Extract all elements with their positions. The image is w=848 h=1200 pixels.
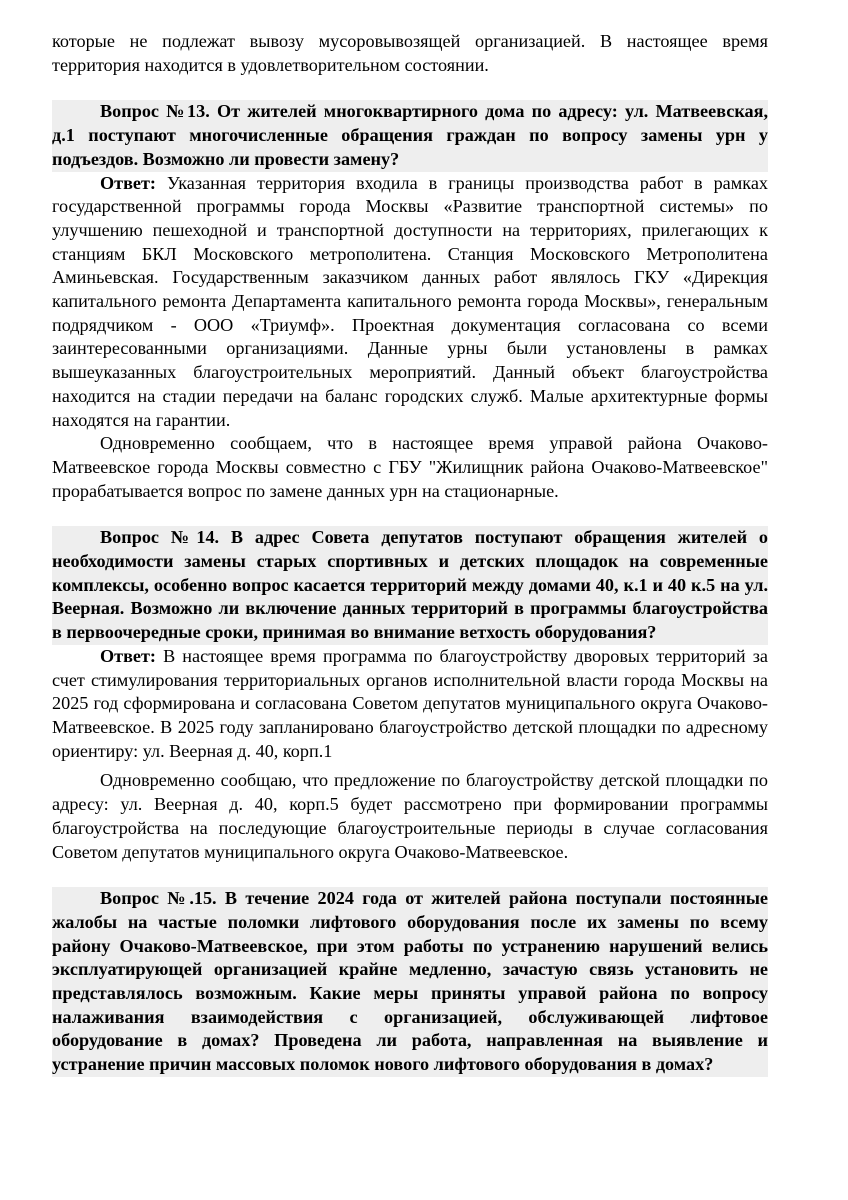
answer-label: Ответ:	[100, 645, 156, 666]
answer-13	[52, 172, 768, 433]
answer-13-note: Одновременно сообщаем, что в настоящее время управой района Очаково-Матвеевское города Москвы совместно с ГБУ "Жилищник района Очаково-Матвеевское" прорабатывается вопрос по замене данных урн на стационарные.	[52, 433, 768, 501]
answer-14	[52, 645, 768, 764]
document-body	[52, 30, 768, 1077]
intro-continuation: которые не подлежат вывозу мусоровывозящей организацией. В настоящее время территория находится в удовлетворительном состоянии.	[52, 31, 768, 75]
answer-label: Ответ:	[100, 172, 156, 193]
question-15: Вопрос №.15. В течение 2024 года от жителей района поступали постоянные жалобы на частые поломки лифтового оборудования после их замены по всему району Очаково-Матвеевское, при этом работы по устранению нарушений велись эксплуатирующей организацией крайне медленно, зачастую связь установить не представлялось возможным. Какие меры приняты управой района по вопросу налаживания взаимодействия с организацией, обслуживающей лифтовое оборудование в домах? Проведена ли работа, направленная на выявление и устранение причин массовых поломок нового лифтового оборудования в домах?	[52, 887, 768, 1077]
answer-13-text: Указанная территория входила в границы производства работ в рамках государственной программы города Москвы «Развитие транспортной системы» по улучшению пешеходной и транспортной доступности на территориях, прилегающих к станциям БКЛ Московского метрополитена. Станция Московского Метрополитена Аминьевская. Государственным заказчиком данных работ являлось ГКУ «Дирекция капитального ремонта Департамента капитального ремонта города Москвы», генеральным подрядчиком - ООО «Триумф». Проектная документация согласована со всеми заинтересованными организациями. Данные урны были установлены в рамках вышеуказанных благоустроительных мероприятий. Данный объект благоустройства находится на стадии передачи на баланс городских служб. Малые архитектурные формы находятся на гарантии.	[52, 172, 768, 430]
question-14: Вопрос №14. В адрес Совета депутатов поступают обращения жителей о необходимости замены старых спортивных и детских площадок на современные комплексы, особенно вопрос касается территорий между домами 40, к.1 и 40 к.5 на ул. Веерная. Возможно ли включение данных территорий в программы благоустройства в первоочередные сроки, принимая во внимание ветхость оборудования?	[52, 526, 768, 645]
question-13: Вопрос №13. От жителей многоквартирного дома по адресу: ул. Матвеевская, д.1 поступают многочисленные обращения граждан по вопросу замены урн у подъездов. Возможно ли провести замену?	[52, 100, 768, 171]
answer-14-text: В настоящее время программа по благоустройству дворовых территорий за счет стимулирования территориальных органов исполнительной власти города Москвы на 2025 год сформирована и согласована Советом депутатов муниципального округа Очаково-Матвеевское. В 2025 году запланировано благоустройство детской площадки по адресному ориентиру: ул. Веерная д. 40, корп.1	[52, 645, 768, 761]
answer-14-note: Одновременно сообщаю, что предложение по благоустройству детской площадки по адресу: ул. Веерная д. 40, корп.5 будет рассмотрено при формировании программы благоустройства на последующие благоустроительные периоды в случае согласования Советом депутатов муниципального округа Очаково-Матвеевское.	[52, 770, 768, 862]
